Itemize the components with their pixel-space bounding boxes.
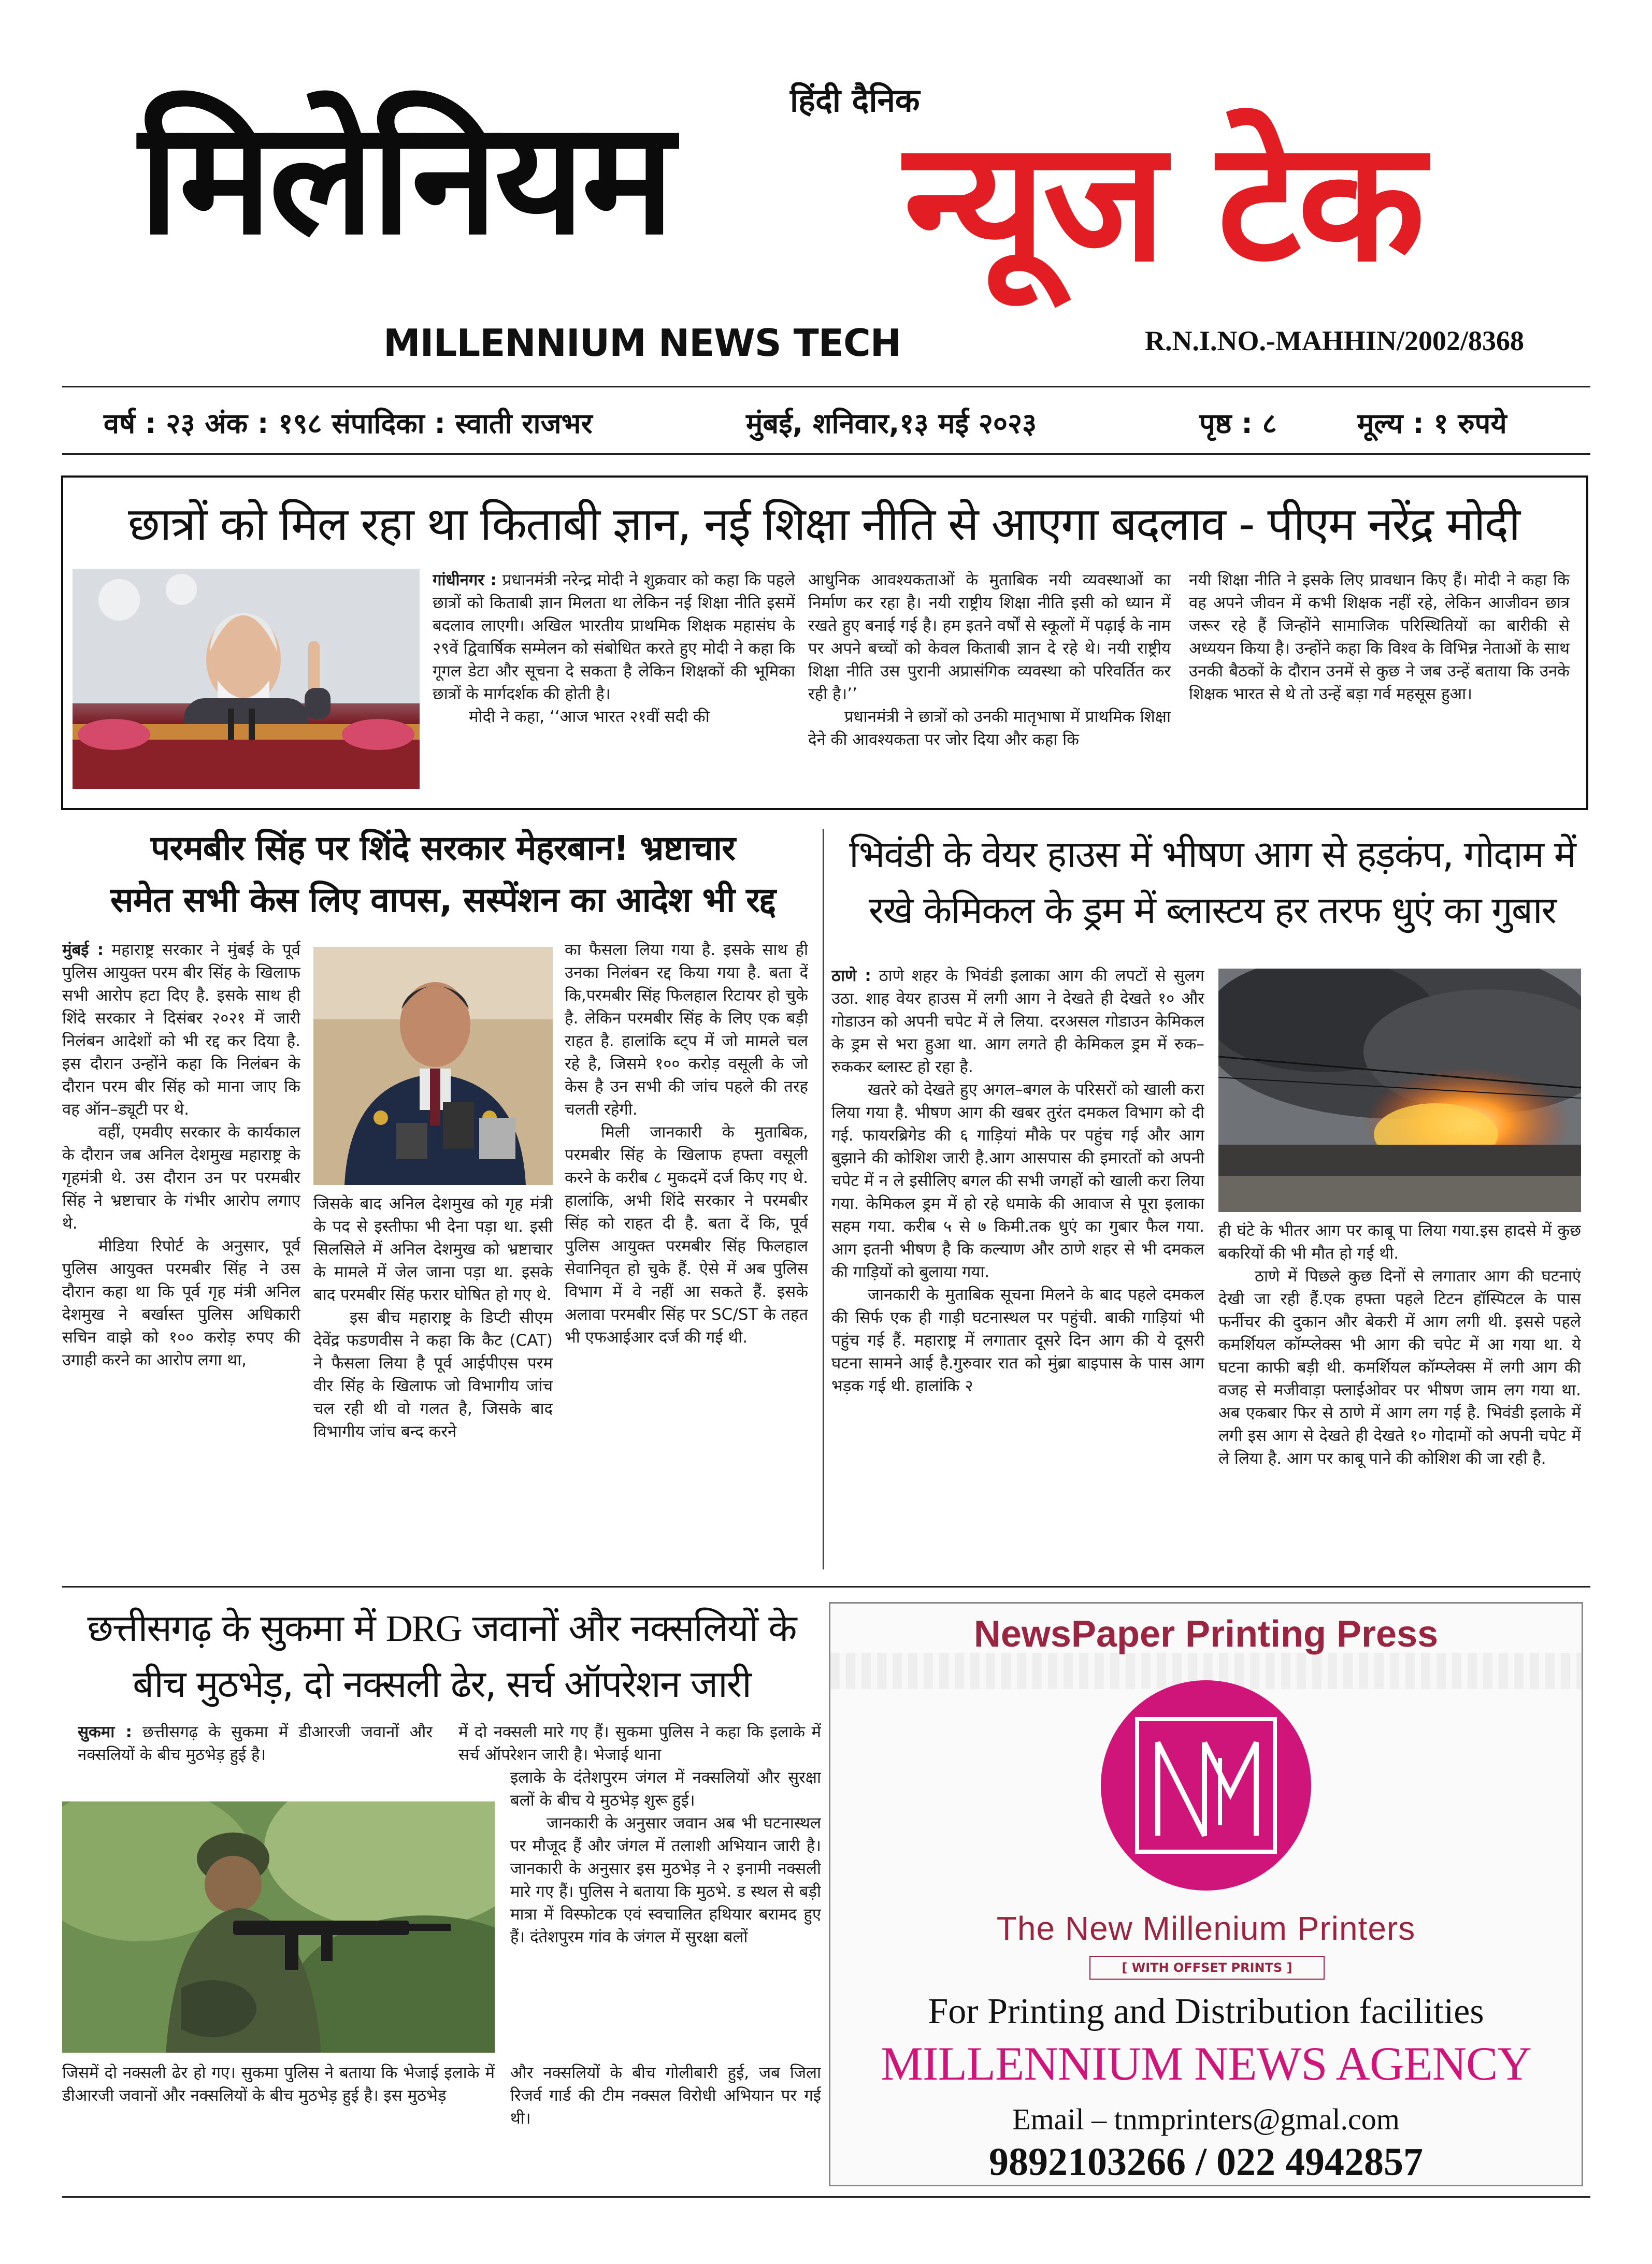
parambir-headline-line2: समेत सभी केस लिए वापस, सस्पेंशन का आदेश भी रद्द — [110, 880, 776, 920]
lead-story-headline: छात्रों को मिल रहा था किताबी ज्ञान, नई शिक्षा नीति से आएगा बदलाव - पीएम नरेंद्र मोदी — [127, 497, 1520, 551]
infobar-pages: पृष्ठ : ८ — [1199, 407, 1277, 440]
parambir-col3-p2: मिली जानकारी के मुताबिक, परमबीर सिंह के खिलाफ हफ्ता वसूली करने के करीब ८ मुकदमें दर्ज किए गए थे. हालांकि, अभी शिंदे सरकार ने परमबीर सिंह को राहत दी है. बता दें कि, पूर्व पुलिस आयुक्त परमबीर सिंह फिलहाल सेवानिवृत हो चुके हैं. ऐसे में अब पुलिस विभाग में वे नहीं आ सकते हैं. इसके अलावा परमबीर सिंह पर SC/ST के तहत भी एफआईआर दर्ज की गई थी. — [565, 1123, 808, 1347]
sukma-intro — [78, 1721, 433, 1772]
advert-facility: For Printing and Distribution facilities — [928, 1992, 1484, 2031]
sukma-col2 — [510, 1766, 821, 2056]
advert-box — [829, 1602, 1583, 2186]
lead-story-col3 — [1189, 569, 1570, 797]
advert-logo-circle — [1101, 1680, 1311, 1891]
infobar-bottom-rule — [62, 453, 1590, 455]
lead-story-col1 — [433, 569, 795, 797]
advert-company: The New Millenium Printers — [996, 1910, 1416, 1947]
bhiwandi-headline-line1: भिवंडी के वेयर हाउस में भीषण आग से हड़कंप, गोदाम में — [849, 832, 1575, 876]
sukma-headline-part-a: छत्तीसगढ़ के सुकमा में — [87, 1606, 386, 1650]
parambir-col3-p1: का फैसला लिया गया है. इसके साथ ही उनका निलंबन रद्द किया गया है. बता दें कि,परमबीर सिंह फिलहाल रिटायर हो चुके है. लेकिन परमबीर सिंह के लिए एक बड़ी राहत है. हालांकि ब्ट्प में जो मामले चल रहे है, जिसमे १०० करोड़ वसूली के जो केस है उन सभी की जांच पहले की तरह चलती रहेगी. — [565, 941, 808, 1119]
sukma-headline-line1 — [62, 1602, 821, 1652]
bhiwandi-col1-p1: ठाणे शहर के भिवंडी इलाका आग की लपटों से सुलग उठा. शाह वेयर हाउस में लगी आग ने देखते ही देखते १० और गोडाउन को अपनी चपेट में ले लिया. दरअसल गोडाउन केमिकल के ड्रम से भरा हुआ था. आग लगते ही केमिकल ड्रम में रुक–रुककर ब्लास्ट हो रहा है. — [831, 967, 1204, 1076]
page-bottom-rule — [62, 2196, 1590, 2198]
bhiwandi-col2-p2: ठाणे में पिछले कुछ दिनों से लगातार आग की घटनाएं देखी जा रही हैं.एक हफ्ता पहले टिटन हॉस्पिटल के पास फर्नीचर की दुकान और बेकरी में आग लगी थी. इससे पहले कमर्शियल कॉम्प्लेक्स भी आग की चपेट में आ गया था. ये घटना काफी बड़ी थी. कमर्शियल कॉम्प्लेक्स में लगी आग की वजह से मजीवाड़ा फ्लाईओवर पर भीषण जाम लग गया था. अब एकबार फिर से ठाणे में आग लग गई है. भिवंडी इलाके में लगी इस आग से देखते ही देखते १० गोदामों को अपनी चपेट में ले लिया है. आग पर काबू पाने की कोशिश की जा रही है. — [1218, 1267, 1581, 1468]
sukma-col2-top — [458, 1721, 821, 1772]
parambir-col2 — [313, 1192, 553, 1581]
infobar-year-issue-editor: वर्ष : २३ अंक : १९८ संपादिका : स्वाती राजभर — [104, 407, 593, 440]
warehouse-fire-image — [1218, 969, 1581, 1212]
parambir-col1-p3: मीडिया रिपोर्ट के अनुसार, पूर्व पुलिस आयुक्त परमबीर सिंह ने उस दौरान कहा था कि पूर्व गृह मंत्री अनिल देशमुख ने बर्खास्त पुलिस अधिकारी सचिन वाझे को १०० करोड़ रुपए की उगाही करने का आरोप लगा था, — [62, 1237, 300, 1369]
bhiwandi-fire-photo — [1218, 969, 1581, 1212]
parambir-photo — [313, 947, 553, 1185]
infobar-price: मूल्य : १ रुपये — [1357, 407, 1507, 440]
infobar-place-date: मुंबई, शनिवार,१३ मई २०२३ — [746, 407, 1037, 440]
lead-story-dateline: गांधीनगर : — [433, 571, 497, 589]
sukma-headline-latin: DRG — [385, 1608, 462, 1649]
parambir-dateline: मुंबई : — [62, 941, 104, 959]
sukma-photo — [62, 1801, 495, 2053]
sukma-col2-p2: जानकारी के अनुसार जवान अब भी घटनास्थल पर मौजूद हैं और जंगल में तलाशी अभियान जारी है। जानकारी के अनुसार इस मुठभेड़ ने २ इनामी नक्सली मारे गए हैं। पुलिस ने बताया कि मुठभे. ड स्थल से बड़ी मात्रा में विस्फोटक एवं स्वचालित हथियार बरामद हुए हैं। दंतेशपुरम गांव के जंगल में सुरक्षा बलों — [510, 1814, 821, 1946]
advert-heading: NewsPaper Printing Press — [973, 1613, 1439, 1655]
lead-story-col3-text: नयी शिक्षा नीति ने इसके लिए प्रावधान किए हैं। मोदी ने कहा कि वह अपने जीवन में कभी शिक्षक नहीं रहे, लेकिन आजीवन छात्र जरूर रहे हैं जिन्होंने सामाजिक परिस्थितियों का बारीकी से अध्ययन किया है। उन्होंने कहा कि विश्व के विभिन्न नेताओं के साथ उनकी बैठकों के दौरान उनमें से कुछ ने जब उन्हें बताया कि उनके शिक्षक भारत से थे तो उन्हें बड़ा गर्व महसूस हुआ। — [1189, 571, 1570, 703]
parambir-headline-line1: परमबीर सिंह पर शिंदे सरकार मेहरबान! भ्रष्टाचार — [150, 828, 736, 868]
advert-email: Email – tnmprinters@gmal.com — [1012, 2102, 1400, 2136]
section-rule-middle — [62, 1586, 1590, 1588]
parambir-col2-p1: जिसके बाद अनिल देशमुख को गृह मंत्री के पद से इस्तीफा भी देना पड़ा था. इसी सिलसिले में अनिल देशमुख को भ्रष्टाचार के मामले में जेल जाना पड़ा था. इसके बाद परमबीर सिंह फरार घोषित हो गए थे. — [313, 1194, 553, 1304]
sukma-intro-text: छत्तीसगढ़ के सुकमा में डीआरजी जवानों और नक्सलियों के बीच मुठभेड़ हुई है। — [78, 1723, 433, 1764]
sukma-headline-line2: बीच मुठभेड़, दो नक्सली ढेर, सर्च ऑपरेशन जारी — [133, 1662, 751, 1706]
bhiwandi-dateline: ठाणे : — [831, 967, 871, 985]
advert-offset-badge: [ WITH OFFSET PRINTS ] — [1089, 1956, 1325, 1980]
masthead-english-name: MILLENNIUM NEWS TECH — [383, 321, 901, 365]
police-officer-image — [313, 947, 553, 1185]
bhiwandi-col1 — [831, 964, 1204, 1555]
lead-story-col1-p2: मोदी ने कहा, ‘‘आज भारत २१वीं सदी की — [469, 708, 710, 726]
parambir-col1-p1: महाराष्ट्र सरकार ने मुंबई के पूर्व पुलिस आयुक्त परम बीर सिंह के खिलाफ सभी आरोप हटा दिए है. इसके साथ ही शिंदे सरकार ने दिसंबर २०२१ में जारी निलंबन आदेशों को भी रद्द कर दिया है. इस दौरान उन्होंने कहा कि निलंबन के दौरान परम बीर सिंह को माना जाए कि वह ऑन–ड्यूटी पर थे. — [62, 941, 300, 1119]
sukma-col2-top-text: में दो नक्सली मारे गए हैं। सुकमा पुलिस ने कहा कि इलाके में सर्च ऑपरेशन जारी है। भेजाई थाना — [458, 1723, 821, 1764]
column-divider-vertical — [823, 829, 824, 1569]
bhiwandi-col2 — [1218, 1219, 1581, 1556]
sukma-col2-bottom — [510, 2061, 821, 2134]
bhiwandi-headline-line2: रखे केमिकल के ड्रम में ब्लास्टय हर तरफ धुएं का गुबार — [868, 888, 1556, 932]
sukma-below-photo — [62, 2061, 495, 2134]
sukma-below-photo-text: जिसमें दो नक्सली ढेर हो गए। सुकमा पुलिस ने बताया कि भेजाई इलाके में डीआरजी जवानों और नक्सलियों के बीच मुठभेड़ हुई है। इस मुठभेड़ — [62, 2064, 495, 2105]
bhiwandi-col1-p2: खतरे को देखते हुए अगल–बगल के परिसरों को खाली करा लिया गया है. भीषण आग की खबर तुरंत दमकल विभाग को दी गई. फायरब्रिगेड की ६ गाड़ियां मौके पर पहुंच गई और आग बुझाने की कोशिश जारी है.आग आसपास की इमारतों को अपनी चपेट में न ले इसीलिए बगल की सभी जगहों को खाली करा लिया गया. केमिकल ड्रम में हो रहे धमाके की आवाज से पूरा इलाका सहम गया. करीब ५ से ७ किमी.तक धुएं का गुबार फैल गया. आग इतनी भीषण है कि कल्याण और ठाणे शहर से भी दमकल की गाड़ियों को बुलाया गया. — [831, 1080, 1204, 1281]
sukma-dateline: सुकमा : — [78, 1723, 132, 1741]
modi-speech-image — [73, 569, 420, 789]
bhiwandi-col2-p1: ही घंटे के भीतर आग पर काबू पा लिया गया.इस हादसे में कुछ बकरियों की भी मौत हो गई थी. — [1218, 1221, 1581, 1263]
parambir-col1 — [62, 939, 300, 1581]
lead-story-col1-text: प्रधानमंत्री नरेन्द्र मोदी ने शुक्रवार को कहा कि पहले छात्रों को किताबी ज्ञान मिलता था लेकिन नई शिक्षा नीति इसमें बदलाव लाएगी। अखिल भारतीय प्राथमिक शिक्षक महासंघ के २९वें द्विवार्षिक सम्मेलन को संबोधित करते हुए मोदी ने कहा कि गूगल डेटा और सूचना दे सकता है लेकिन शिक्षकों की भूमिका छात्रों के मार्गदर्शक की होती है। — [433, 571, 795, 703]
sukma-col2-p1: इलाके के दंतेशपुरम जंगल में नक्सलियों और सुरक्षा बलों के बीच ये मुठभेड़ शुरू हुई। — [510, 1768, 821, 1810]
tnm-logo-icon — [1101, 1680, 1311, 1891]
soldier-with-rifle-image — [62, 1801, 495, 2053]
lead-story-col2-text: आधुनिक आवश्यकताओं के मुताबिक नयी व्यवस्थाओं का निर्माण कर रहा है। नयी राष्ट्रीय शिक्षा नीति इसी को ध्यान में रखते हुए बनाई गई है। हम इतने वर्षों से स्कूलों में पढ़ाई के नाम पर अपने बच्चों को केवल किताबी ज्ञान दे रहे थे। नयी राष्ट्रीय शिक्षा नीति उस पुरानी अप्रासंगिक व्यवस्था को परिवर्तित कर रही है।’’ — [808, 571, 1171, 703]
lead-story-photo — [73, 569, 420, 789]
sukma-headline-part-b: जवानों और नक्सलियों के — [461, 1606, 796, 1650]
parambir-col2-p2: इस बीच महाराष्ट्र के डिप्टी सीएम देवेंद्र फडणवीस ने कहा कि कैट (CAT) ने फैसला लिया है पूर्व आईपीएस परम वीर सिंह के खिलाफ जो विभागीय जांच चल रही थी वो गलत है, जिसके बाद विभागीय जांच बन्द करने — [313, 1308, 553, 1441]
advert-agency: MILLENNIUM NEWS AGENCY — [881, 2037, 1531, 2090]
masthead-rni: R.N.I.NO.-MAHHIN/2002/8368 — [1145, 325, 1524, 356]
masthead-title-red: न्यूज टेक — [904, 106, 1422, 298]
sukma-col2-bottom-text: और नक्सलियों के बीच गोलीबारी हुई, जब जिला रिजर्व गार्ड की टीम नक्सल विरोधी अभियान पर गई थी। — [510, 2064, 821, 2128]
masthead-tagline: हिंदी दैनिक — [790, 81, 920, 119]
masthead-top-rule — [62, 386, 1590, 387]
advert-phones: 9892103266 / 022 4942857 — [988, 2140, 1424, 2184]
bhiwandi-col1-p3: जानकारी के मुताबिक सूचना मिलने के बाद पहले दमकल की सिर्फ एक ही गाड़ी घटनास्थल पर पहुंची. बाकी गाड़ियां भी पहुंच गई हैं. महाराष्ट्र में लगातार दूसरे दिन आग की ये दूसरी घटना सामने आई है.गुरुवार रात को मुंब्रा बाइपास के पास आग भड़क गई थी. हालांकि २ — [831, 1286, 1204, 1395]
lead-story-col2-p2: प्रधानमंत्री ने छात्रों को उनकी मातृभाषा में प्राथमिक शिक्षा देने की आवश्यकता पर जोर दिया और कहा कि — [808, 708, 1171, 749]
parambir-col1-p2: वहीं, एमवीए सरकार के कार्यकाल के दौरान जब अनिल देशमुख महाराष्ट्र के गृहमंत्री थे. उस दौरान उन पर परमबीर सिंह ने भ्रष्टाचार के गंभीर आरोप लगाए थे. — [62, 1123, 300, 1233]
lead-story-col2 — [808, 569, 1171, 797]
masthead-title-black: मिलेनियम — [139, 88, 672, 269]
parambir-col3 — [565, 939, 808, 1581]
